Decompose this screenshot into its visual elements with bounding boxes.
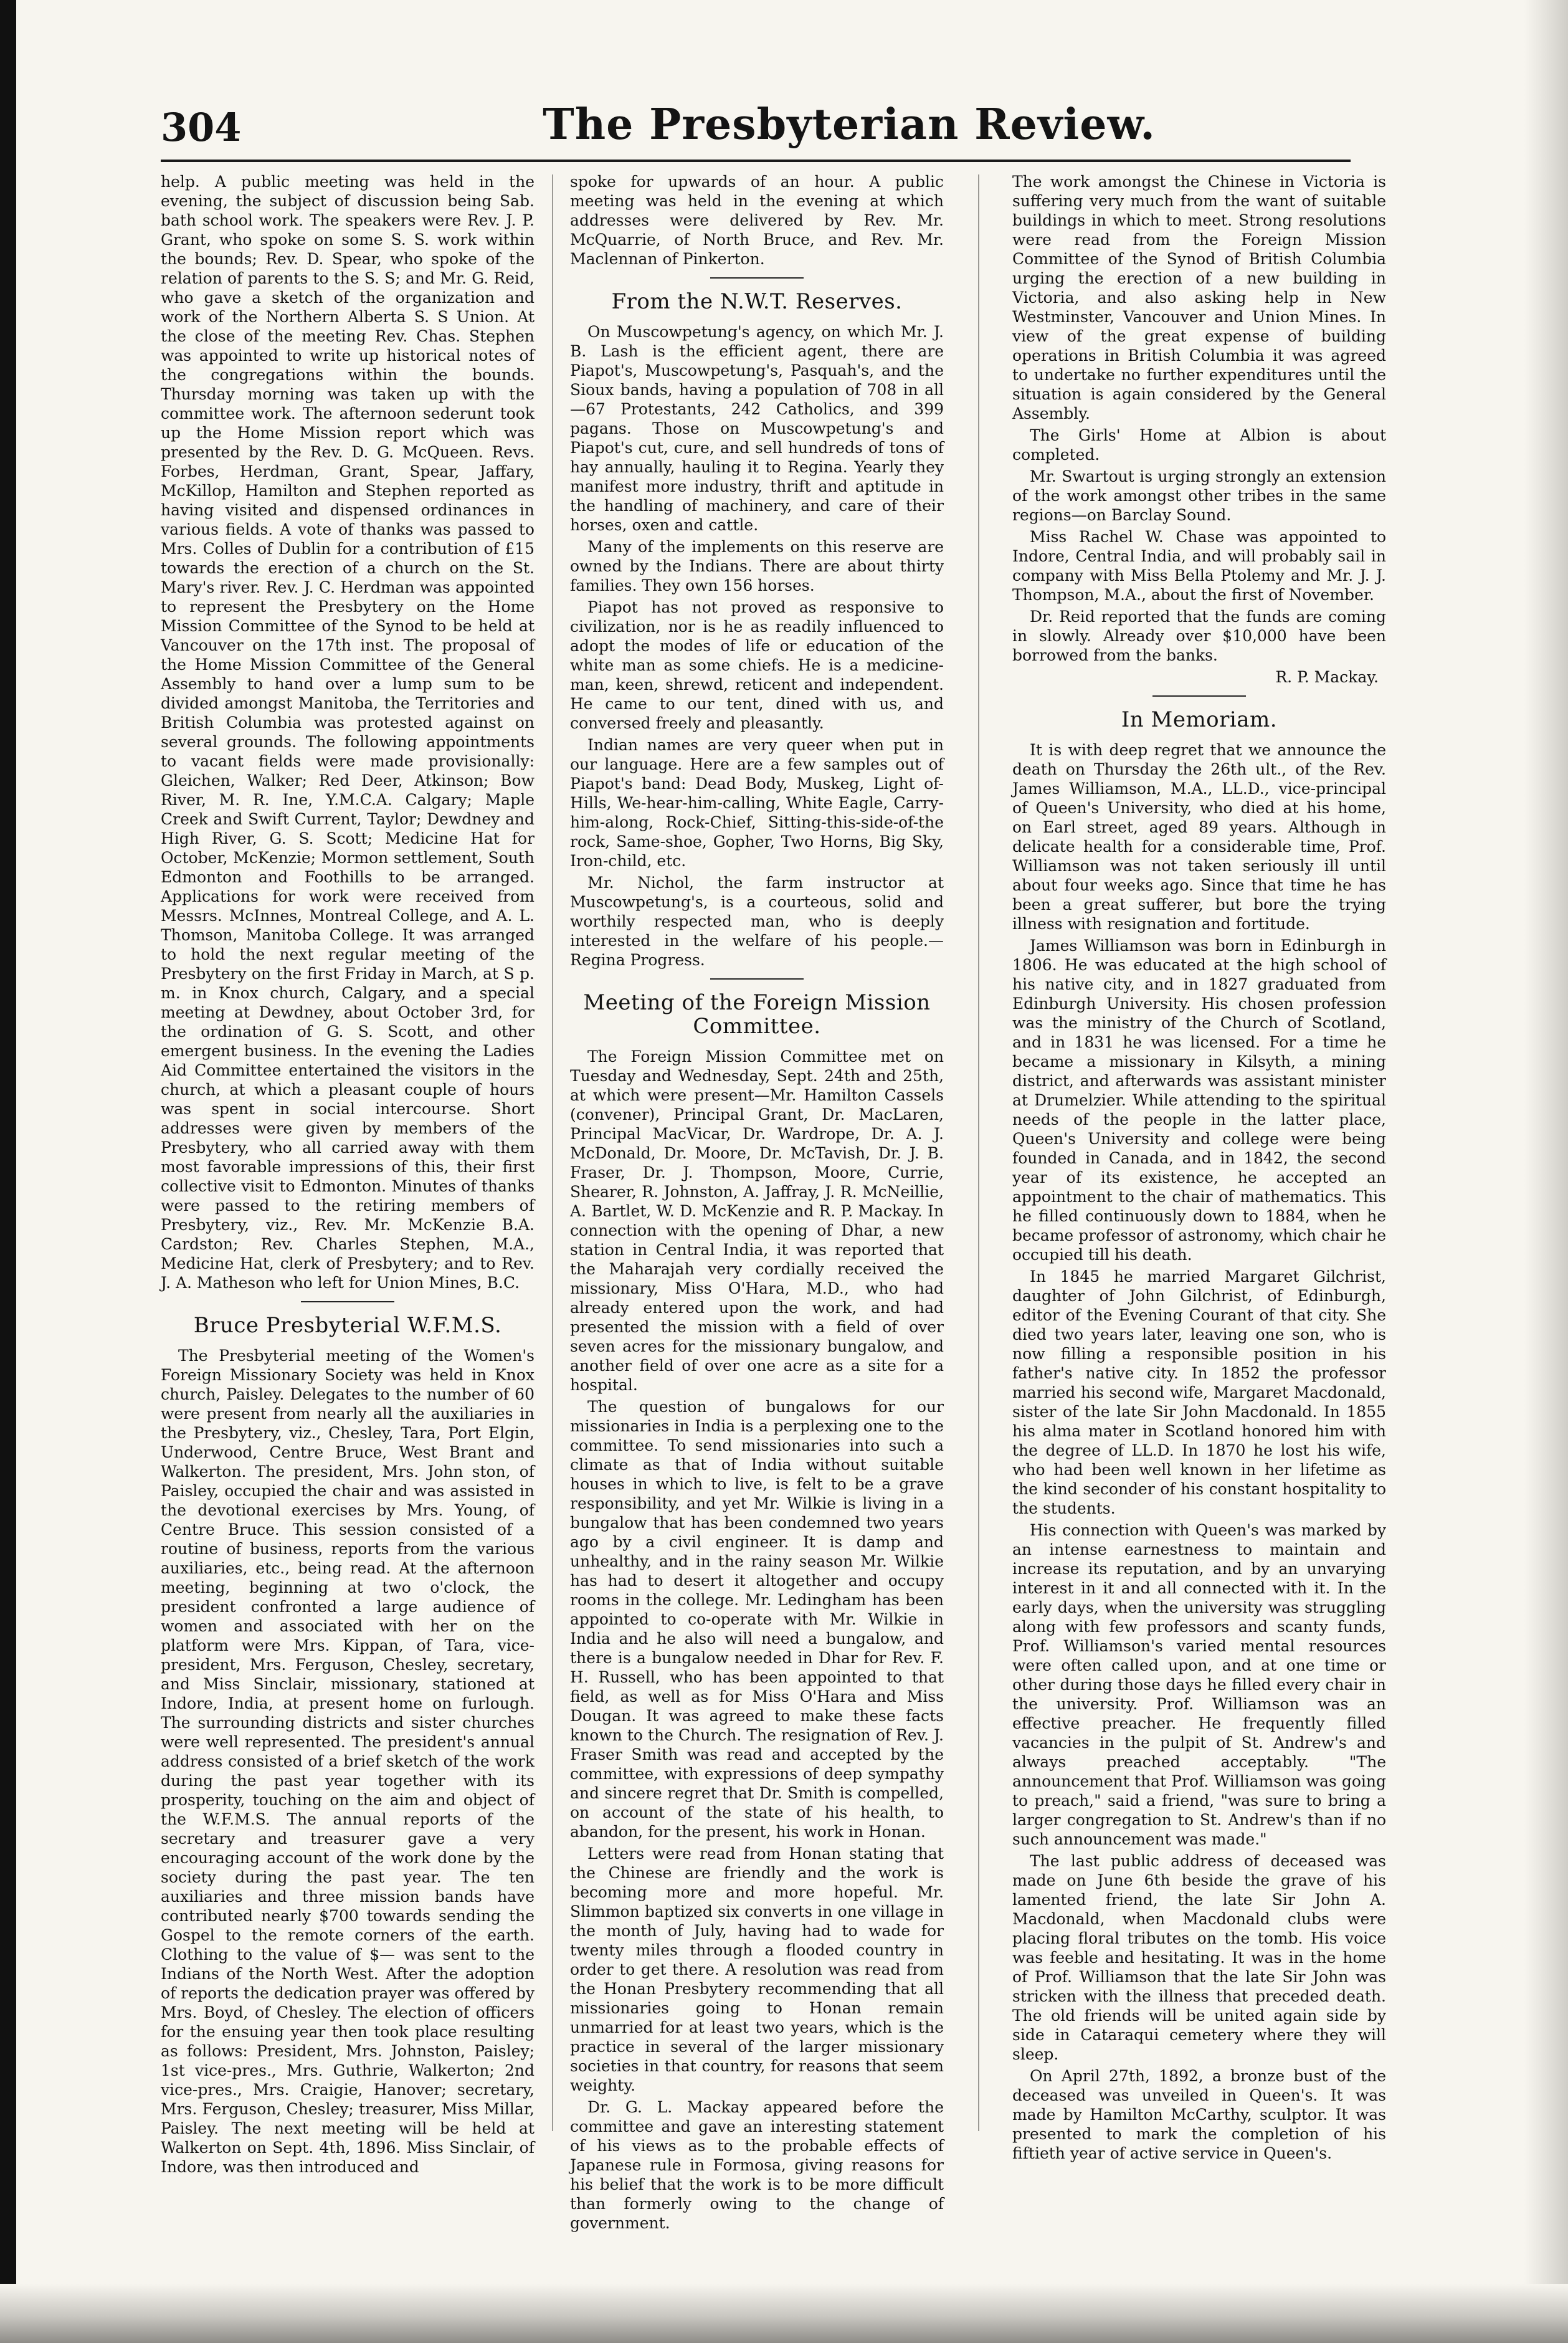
heading-nwt-reserves: From the N.W.T. Reserves. [611, 289, 903, 314]
paragraph: spoke for upwards of an hour. A public meeting was held in the evening at which addresses were delivered by Rev. Mr. McQuarrie, of North Bruce, and Rev. Mr. Maclennan of Pinkerton. [570, 173, 944, 268]
paragraph: Mr. Nichol, the farm instructor at Muscowpetung's, is a courteous, solid and worthily respected man, who is deeply interested in the welfare of his people.—Regina Progress. [570, 874, 944, 969]
page-number: 304 [161, 105, 242, 150]
paragraph: James Williamson was born in Edinburgh in 1806. He was educated at the high school of his native city, and in 1827 graduated from Edinburgh University. His chosen profession was the ministry of the Church of Scotland, and in 1831 he was licensed. For a time he became a missionary in Kilsyth, a mining district, and afterwards was assistant minister at Drumelzier. While attending to the spiritual needs of the people in the latter place, Queen's University and college were being founded in Canada, and in 1842, the second year of its existence, he accepted an appointment to the chair of mathematics. This he filled continuously down to 1884, when he became professor of astronomy, which chair he occupied till his death. [1012, 937, 1386, 1264]
paragraph: Indian names are very queer when put in our language. Here are a few samples out of Piapot's band: Dead Body, Muskeg, Light of-Hills, We-hear-him-calling, White Eagle, Carry-him-along, Rock-Chief, Sitting-this-side-of-the rock, Same-shoe, Gopher, Two Horns, Big Sky, Iron-child, etc. [570, 736, 944, 870]
section-divider [710, 277, 804, 279]
paragraph: Many of the implements on this reserve are owned by the Indians. There are about thirty families. They own 156 horses. [570, 538, 944, 594]
heading-in-memoriam: In Memoriam. [1121, 707, 1278, 732]
signature-line: R. P. Mackay. [1275, 668, 1379, 686]
paragraph: On Muscowpetung's agency, on which Mr. J. B. Lash is the efficient agent, there are Piapot's, Muscowpetung's, Pasquah's, and the Sioux bands, having a population of 708 in all—67 Protestants, 242 Catholics, and 399 pagans. Those on Muscowpetung's and Piapot's cut, cure, and sell hundreds of tons of hay annually, hauling it to Regina. Yearly they manifest more industry, thrift and aptitude in the handling of machinery, and care of their horses, oxen and cattle. [570, 323, 944, 534]
paragraph: Dr. Reid reported that the funds are coming in slowly. Already over $10,000 have been borrowed from the banks. [1012, 608, 1386, 664]
paragraph: The last public address of deceased was made on June 6th beside the grave of his lamented friend, the late Sir John A. Macdonald, when Macdonald clubs were placing floral tributes on the tomb. His voice was feeble and hesitating. It was in the home of Prof. Williamson that the late Sir John was stricken with the illness that preceded death. The old friends will be united again side by side in Cataraqui cemetery where they will sleep. [1012, 1852, 1386, 2063]
paragraph: The Foreign Mission Committee met on Tuesday and Wednesday, Sept. 24th and 25th, at which were present—Mr. Hamilton Cassels (convener), Principal Grant, Dr. MacLaren, Principal MacVicar, Dr. Wardrope, Dr. A. J. McDonald, Dr. Moore, Dr. McTavish, Dr. J. B. Fraser, Dr. J. Thompson, Moore, Currie, Shearer, R. Johnston, A. Jaffray, J. R. McNeillie, A. Bartlet, W. D. McKenzie and R. P. Mackay. In connection with the opening of Dhar, a new station in Central India, it was reported that the Maharajah very cordially received the missionary, Miss O'Hara, M.D., who had already entered upon the work, and had presented the mission with a field of over seven acres for the missionary bungalow, and another field of over one acre as a site for a hospital. [570, 1047, 944, 1394]
header-rule [161, 160, 1351, 162]
paragraph: His connection with Queen's was marked by an intense earnestness to maintain and increase its reputation, and by an unvarying interest in it and all connected with it. In the early days, when the university was struggling along with few professors and scanty funds, Prof. Williamson's varied mental resources were often called upon, and at one time or other during those days he filled every chair in the university. Prof. Williamson was an effective preacher. He frequently filled vacancies in the pulpit of St. Andrew's and always preached acceptably. "The announcement that Prof. Williamson was going to preach," said a friend, "was sure to bring a larger congregation to St. Andrew's than if no such announcement was made." [1012, 1521, 1386, 1848]
page-header [161, 87, 1351, 156]
scan-right-edge [1524, 0, 1568, 2343]
column-divider [978, 174, 979, 2131]
paragraph: On April 27th, 1892, a bronze bust of the deceased was unveiled in Queen's. It was made by Hamilton McCarthy, sculptor. It was presented to mark the completion of his fiftieth year of active service in Queen's. [1012, 2067, 1386, 2162]
section-divider [710, 978, 804, 980]
section-divider [301, 1301, 394, 1302]
paragraph: Miss Rachel W. Chase was appointed to Indore, Central India, and will probably sail in company with Miss Bella Ptolemy and Mr. J. J. Thompson, M.A., about the first of November. [1012, 528, 1386, 604]
paragraph: It is with deep regret that we announce the death on Thursday the 26th ult., of the Rev. James Williamson, M.A., LL.D., vice-principal of Queen's University, who died at his home, on Earl street, aged 89 years. Although in delicate health for a considerable time, Prof. Williamson was not taken seriously ill until about four weeks ago. Since that time he has been a great sufferer, but bore the trying illness with resignation and fortitude. [1012, 741, 1386, 933]
heading-foreign-mission: Meeting of the Foreign Mission Committee. [583, 990, 931, 1039]
column-1 [161, 172, 535, 2176]
column-2 [570, 172, 944, 2232]
paragraph: Mr. Swartout is urging strongly an extension of the work amongst other tribes in the same regions—on Barclay Sound. [1012, 467, 1386, 524]
paragraph: In 1845 he married Margaret Gilchrist, daughter of John Gilchrist, of Edinburgh, editor of the Evening Courant of that city. She died two years later, leaving one son, who is now filling a responsible position in his father's native city. In 1852 the professor married his second wife, Margaret Macdonald, sister of the late Sir John Macdonald. In 1855 his alma mater in Scotland honored him with the degree of LL.D. In 1870 he lost his wife, who had been well known in her lifetime as the kind seconder of his constant hospitality to the students. [1012, 1267, 1386, 1517]
paragraph: Piapot has not proved as responsive to civilization, nor is he as readily influenced to adopt the modes of life or education of the white man as some chiefs. He is a medicine-man, keen, shrewd, reticent and independent. He came to our tent, dined with us, and conversed freely and pleasantly. [570, 598, 944, 732]
heading-bruce-presbyterial: Bruce Presbyterial W.F.M.S. [193, 1313, 502, 1338]
column-3 [1012, 172, 1386, 2162]
paragraph: Dr. G. L. Mackay appeared before the committee and gave an interesting statement of his views as to the probable effects of Japanese rule in Formosa, giving reasons for his belief that the work is to be more difficult than formerly owing to the change of government. [570, 2098, 944, 2232]
paragraph: The Presbyterial meeting of the Women's Foreign Missionary Society was held in Knox church, Paisley. Delegates to the number of 60 were present from nearly all the auxiliaries in the Presbytery, viz., Chesley, Tara, Port Elgin, Underwood, Centre Bruce, West Brant and Walkerton. The president, Mrs. John ston, of Paisley, occupied the chair and was assisted in the devotional exercises by Mrs. Young, of Centre Bruce. This session consisted of a routine of business, reports from the various auxiliaries, etc., being read. At the afternoon meeting, beginning at two o'clock, the president confronted a large audience of women and associated with her on the platform were Mrs. Kippan, of Tara, vice-president, Mrs. Ferguson, Chesley, secretary, and Miss Sinclair, missionary, stationed at Indore, India, at present home on furlough. The surrounding districts and sister churches were well represented. The president's annual address consisted of a brief sketch of the work during the past year together with its prosperity, touching on the aim and object of the W.F.M.S. The annual reports of the secretary and treasurer gave a very encouraging account of the work done by the society during the past year. The ten auxiliaries and three mission bands have contributed nearly $700 towards sending the Gospel to the remote corners of the earth. Clothing to the value of $— was sent to the Indians of the North West. After the adoption of reports the dedication prayer was offered by Mrs. Boyd, of Chesley. The election of officers for the ensuing year then took place resulting as follows: President, Mrs. Johnston, Paisley; 1st vice-pres., Mrs. Guthrie, Walkerton; 2nd vice-pres., Mrs. Craigie, Hanover; secretary, Mrs. Ferguson, Chesley; treasurer, Miss Millar, Paisley. The next meeting will be held at Walkerton on Sept. 4th, 1896. Miss Sinclair, of Indore, was then introduced and [161, 1347, 535, 2176]
masthead-title: The Presbyterian Review. [543, 100, 1156, 150]
paragraph: Letters were read from Honan stating that the Chinese are friendly and the work is becoming more and more hopeful. Mr. Slimmon baptized six converts in one village in the month of July, having had to wade for twenty miles through a flooded country in order to get there. A resolution was read from the Honan Presbytery recommending that all missionaries going to Honan remain unmarried for at least two years, which is the practice in several of the larger missionary societies in that country, for reasons that seem weighty. [570, 1844, 944, 2094]
section-divider [1152, 695, 1246, 697]
scan-left-edge [0, 0, 16, 2343]
paragraph: help. A public meeting was held in the evening, the subject of discussion being Sab. bath school work. The speakers were Rev. J. P. Grant, who spoke on some S. S. work within the bounds; Rev. D. Spear, who spoke of the relation of parents to the S. S; and Mr. G. Reid, who gave a sketch of the organization and work of the Northern Alberta S. S Union. At the close of the meeting Rev. Chas. Stephen was appointed to write up historical notes of the congregations within the bounds. Thursday morning was taken up with the committee work. The afternoon sederunt took up the Home Mission report which was presented by the Rev. D. G. McQueen. Revs. Forbes, Herdman, Grant, Spear, Jaffary, McKillop, Hamilton and Stephen reported as having visited and dispensed ordinances in various fields. A vote of thanks was passed to Mrs. Colles of Dublin for a contribution of £15 towards the erection of a church on the St. Mary's river. Rev. J. C. Herdman was appointed to represent the Presbytery on the Home Mission Committee of the Synod to be held at Vancouver on the 17th inst. The proposal of the Home Mission Committee of the General Assembly to hand over a lump sum to be divided amongst Manitoba, the Territories and British Columbia was protested against on several grounds. The following appointments to vacant fields were made provisionally: Gleichen, Walker; Red Deer, Atkinson; Bow River, M. R. Ine, Y.M.C.A. Calgary; Maple Creek and Swift Current, Taylor; Dewdney and High River, G. S. Scott; Medicine Hat for October, McKenzie; Mormon settlement, South Edmonton and Foothills to be arranged. Applications for work were received from Messrs. McInnes, Montreal College, and A. L. Thomson, Manitoba College. It was arranged to hold the next regular meeting of the Presbytery on the first Friday in March, at S p. m. in Knox church, Calgary, and a special meeting at Dewdney, about October 3rd, for the ordination of G. S. Scott, and other emergent business. In the evening the Ladies Aid Committee entertained the visitors in the church, at which a pleasant couple of hours was spent in social intercourse. Short addresses were given by members of the Presbytery, who all carried away with them most favorable impressions of this, their first collective visit to Edmonton. Minutes of thanks were passed to the retiring members of Presbytery, viz., Rev. Mr. McKenzie B.A. Cardston; Rev. Charles Stephen, M.A., Medicine Hat, clerk of Presbytery; and to Rev. J. A. Matheson who left for Union Mines, B.C. [161, 173, 535, 1292]
paragraph: The Girls' Home at Albion is about completed. [1012, 426, 1386, 464]
column-divider [552, 174, 553, 2131]
scan-bottom-edge [0, 2284, 1568, 2343]
paragraph: The question of bungalows for our missionaries in India is a perplexing one to the committee. To send missionaries into such a climate as that of India without suitable houses in which to live, is felt to be a grave responsibility, and yet Mr. Wilkie is living in a bungalow that has been condemned two years ago by a civil engineer. It is damp and unhealthy, and in the rainy season Mr. Wilkie has had to desert it altogether and occupy rooms in the college. Mr. Ledingham has been appointed to co-operate with Mr. Wilkie in India and he also will need a bungalow, and there is a bungalow needed in Dhar for Rev. F. H. Russell, who has been appointed to that field, as well as for Miss O'Hara and Miss Dougan. It was agreed to make these facts known to the Church. The resignation of Rev. J. Fraser Smith was read and accepted by the committee, with expressions of deep sympathy and sincere regret that Dr. Smith is compelled, on account of the state of his health, to abandon, for the present, his work in Honan. [570, 1398, 944, 1841]
paragraph: The work amongst the Chinese in Victoria is suffering very much from the want of suitable buildings in which to meet. Strong resolutions were read from the Foreign Mission Committee of the Synod of British Columbia urging the erection of a new building in Victoria, and also asking help in New Westminster, Vancouver and Union Mines. In view of the great expense of building operations in British Columbia it was agreed to undertake no further expenditures until the situation is again considered by the General Assembly. [1012, 173, 1386, 422]
